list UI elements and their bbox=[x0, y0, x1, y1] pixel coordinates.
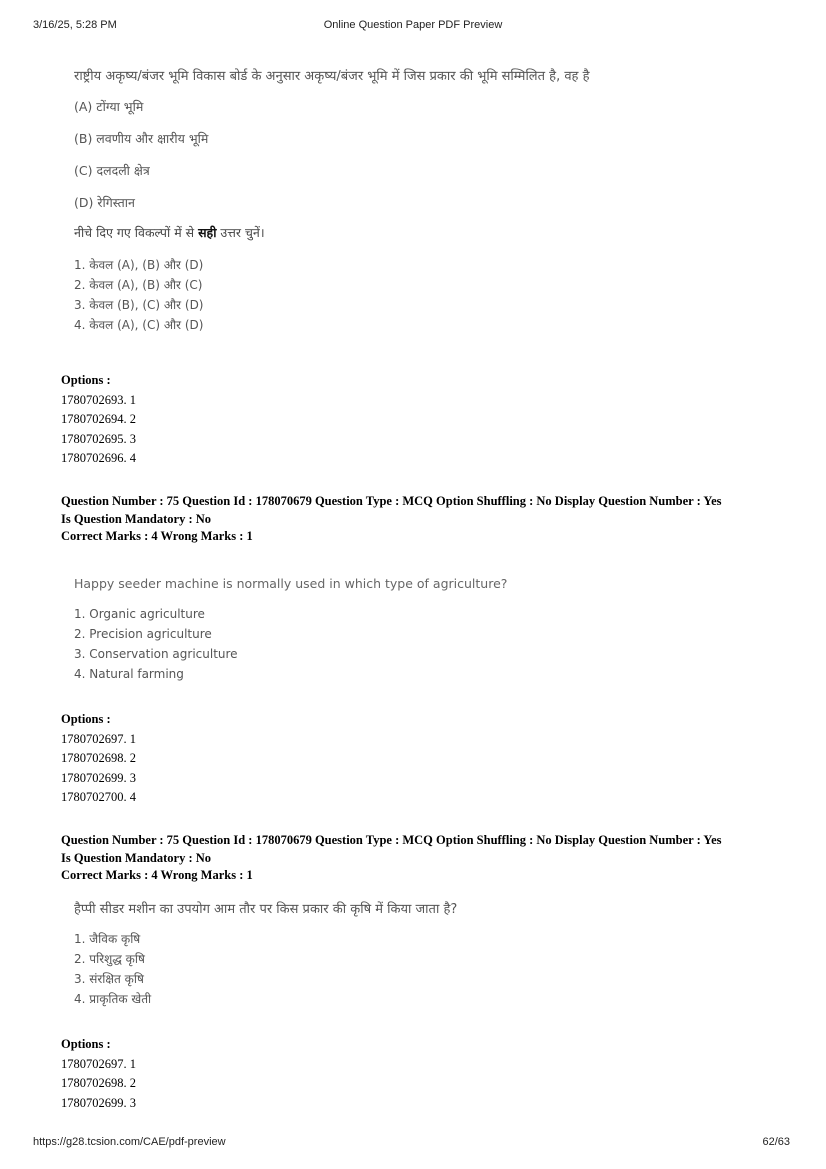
choice-list bbox=[74, 255, 590, 335]
instruction-emphasis: सही bbox=[198, 225, 217, 240]
print-footer bbox=[0, 1136, 826, 1152]
choice-item: 2. Precision agriculture bbox=[74, 627, 212, 641]
print-url: https://g28.tcsion.com/CAE/pdf-preview bbox=[33, 1136, 226, 1148]
question-meta-2 bbox=[61, 493, 781, 546]
option-item: 1780702693. 1 bbox=[61, 392, 136, 407]
question-marks: Correct Marks : 4 Wrong Marks : 1 bbox=[61, 529, 253, 543]
page-number: 62/63 bbox=[762, 1136, 790, 1148]
choice-item: 3. संरक्षित कृषि bbox=[74, 972, 144, 986]
question-marks: Correct Marks : 4 Wrong Marks : 1 bbox=[61, 868, 253, 882]
choice-item: 4. Natural farming bbox=[74, 667, 184, 681]
choice-item: 3. केवल (B), (C) और (D) bbox=[74, 298, 204, 312]
option-item: 1780702694. 2 bbox=[61, 412, 136, 427]
instruction-text: नीचे दिए गए विकल्पों में से सही उत्तर चुनें। bbox=[74, 225, 265, 240]
print-header bbox=[0, 19, 826, 35]
option-item: 1780702699. 3 bbox=[61, 770, 136, 785]
statement-d: (D) रेगिस्तान bbox=[74, 195, 135, 210]
choice-item: 1. Organic agriculture bbox=[74, 607, 205, 621]
question-image-hindi-1 bbox=[74, 66, 590, 335]
statement-b: (B) लवणीय और क्षारीय भूमि bbox=[74, 131, 209, 146]
question-text: Happy seeder machine is normally used in which type of agriculture? bbox=[74, 576, 508, 591]
statement-a: (A) टोंग्या भूमि bbox=[74, 99, 144, 114]
option-item: 1780702697. 1 bbox=[61, 731, 136, 746]
option-item: 1780702699. 3 bbox=[61, 1095, 136, 1110]
option-item: 1780702695. 3 bbox=[61, 431, 136, 446]
question-meta-line: Question Number : 75 Question Id : 178070679 Question Type : MCQ Option Shuffling : No Display Question Number : Yes bbox=[61, 494, 722, 508]
question-text: हैप्पी सीडर मशीन का उपयोग आम तौर पर किस प्रकार की कृषि में किया जाता है? bbox=[74, 902, 458, 917]
option-item: 1780702698. 2 bbox=[61, 1076, 136, 1091]
option-item: 1780702697. 1 bbox=[61, 1056, 136, 1071]
question-text: राष्ट्रीय अकृष्य/बंजर भूमि विकास बोर्ड के अनुसार अकृष्य/बंजर भूमि में जिस प्रकार की भूमि सम्मिलित है, वह है bbox=[74, 69, 590, 84]
choice-list bbox=[74, 604, 507, 684]
question-meta-3 bbox=[61, 832, 781, 885]
question-image-hindi-2 bbox=[74, 899, 457, 1009]
option-item: 1780702698. 2 bbox=[61, 751, 136, 766]
options-list-2 bbox=[61, 710, 136, 808]
options-list-3 bbox=[61, 1035, 136, 1113]
choice-item: 2. केवल (A), (B) और (C) bbox=[74, 278, 203, 292]
print-datetime: 3/16/25, 5:28 PM bbox=[33, 19, 117, 31]
choice-item: 1. जैविक कृषि bbox=[74, 932, 141, 946]
choice-item: 4. प्राकृतिक खेती bbox=[74, 992, 152, 1006]
option-item: 1780702700. 4 bbox=[61, 790, 136, 805]
options-list-1 bbox=[61, 371, 136, 469]
question-mandatory: Is Question Mandatory : No bbox=[61, 850, 212, 865]
choice-list bbox=[74, 929, 457, 1009]
question-image-english bbox=[74, 576, 507, 684]
print-title: Online Question Paper PDF Preview bbox=[323, 19, 503, 31]
choice-item: 4. केवल (A), (C) और (D) bbox=[74, 318, 204, 332]
options-title: Options : bbox=[61, 1037, 111, 1051]
choice-item: 2. परिशुद्ध कृषि bbox=[74, 952, 145, 966]
question-mandatory: Is Question Mandatory : No bbox=[61, 511, 212, 526]
choice-item: 1. केवल (A), (B) और (D) bbox=[74, 258, 204, 272]
option-item: 1780702696. 4 bbox=[61, 451, 136, 466]
statement-c: (C) दलदली क्षेत्र bbox=[74, 163, 150, 178]
choice-item: 3. Conservation agriculture bbox=[74, 647, 238, 661]
question-meta-line: Question Number : 75 Question Id : 178070679 Question Type : MCQ Option Shuffling : No Display Question Number : Yes bbox=[61, 833, 722, 847]
options-title: Options : bbox=[61, 712, 111, 726]
options-title: Options : bbox=[61, 373, 111, 387]
